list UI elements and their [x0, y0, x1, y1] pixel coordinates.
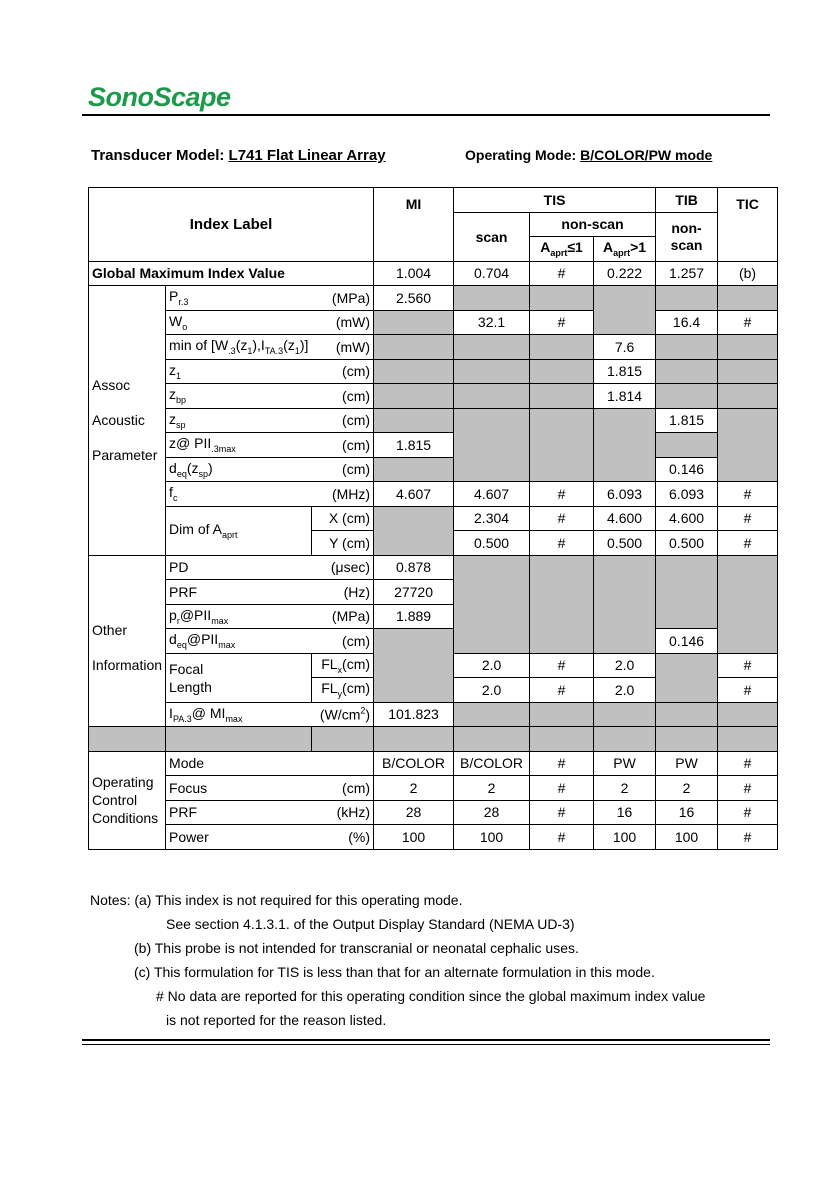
z1-name: z [169, 361, 177, 378]
a1-text: A [540, 239, 551, 256]
fc-unit: (MHz) [331, 485, 371, 502]
focus-a1: # [530, 776, 594, 801]
row-pd [166, 555, 374, 580]
deqpii-name: d [169, 631, 177, 648]
fc-tic: # [718, 482, 778, 507]
prf-opc-a1: # [530, 800, 594, 825]
pr3-unit: (MPa) [331, 289, 371, 306]
flx-a2: 2.0 [594, 653, 656, 678]
mode-tib: PW [656, 751, 718, 776]
zsp-tib: 1.815 [656, 408, 718, 433]
dimx-scan: 2.304 [454, 506, 530, 531]
opc-label-3: Conditions [92, 810, 159, 826]
dimy-tib: 0.500 [656, 531, 718, 556]
focus-name: Focus [169, 779, 208, 796]
focal-length-label [166, 653, 312, 702]
focal-label-2: Length [169, 678, 212, 695]
zpii-sub: .3max [211, 444, 236, 455]
mode-scan: B/COLOR [454, 751, 530, 776]
ipa-unit-text: (W/cm [319, 706, 361, 723]
pr-name2: @PII [179, 606, 212, 623]
fc-sub: c [172, 493, 178, 504]
deqpii-tib: 0.146 [656, 629, 718, 654]
tib-nonscan-2: scan [670, 236, 703, 253]
pr-sub: r [176, 615, 180, 626]
global-a2: 0.222 [594, 261, 656, 286]
header-rule [82, 114, 770, 116]
mode-name: Mode [169, 755, 205, 772]
zpii-name: z@ PII [169, 435, 212, 452]
wo-tib: 16.4 [656, 310, 718, 335]
ipa-unit-sup: 2 [360, 705, 366, 716]
deqpii-sub: eq [176, 640, 187, 651]
fc-name: f [169, 484, 173, 501]
zbp-a2: 1.814 [594, 384, 656, 409]
focus-unit: (cm) [342, 779, 371, 796]
assoc-label-3: Parameter [92, 446, 158, 463]
pr3-sub: r.3 [178, 297, 189, 308]
zpii-mi: 1.815 [374, 433, 454, 458]
global-tic: (b) [718, 261, 778, 286]
pr-name: p [169, 606, 177, 623]
note-a2: See section 4.1.3.1. of the Output Display Standard (NEMA UD-3) [166, 916, 575, 932]
note-d2: is not reported for the reason listed. [166, 1012, 387, 1028]
fly-unit: (cm) [342, 680, 371, 697]
dimy-label: Y (cm) [312, 531, 374, 556]
flx-a1: # [530, 653, 594, 678]
global-max-label: Global Maximum Index Value [89, 261, 374, 286]
opc-label-1: Operating [92, 774, 154, 790]
operating-mode [465, 147, 712, 163]
power-tic: # [718, 825, 778, 850]
pr-unit: (MPa) [331, 608, 371, 625]
mode-mi: B/COLOR [374, 751, 454, 776]
global-mi: 1.004 [374, 261, 454, 286]
prf-opc-tic: # [718, 800, 778, 825]
row-minof: min of $[W_{.3}(z_1),I_{TA.3}(z_1)]$ (mW) [166, 335, 374, 360]
flx-unit: (cm) [342, 655, 371, 672]
power-unit: (%) [348, 828, 371, 845]
dim-label-sub: aprt [221, 529, 238, 540]
a2-text: A [602, 239, 614, 256]
aprt-gt1-header [594, 237, 656, 262]
deq-unit: (cm) [342, 461, 371, 478]
dimy-a2: 0.500 [594, 531, 656, 556]
global-a1: # [530, 261, 594, 286]
deq-name: d [169, 459, 177, 476]
acoustic-output-table [88, 187, 778, 850]
fly-scan: 2.0 [454, 678, 530, 703]
tis-header: TIS [454, 188, 656, 213]
wo-scan: 32.1 [454, 310, 530, 335]
zsp-sub: sp [176, 419, 186, 430]
pr-mi: 1.889 [374, 604, 454, 629]
prf-other-mi: 27720 [374, 580, 454, 605]
zbp-sub: bp [176, 395, 187, 406]
deq-sub: eq [176, 468, 187, 479]
focus-tic: # [718, 776, 778, 801]
deqpii-unit: (cm) [342, 632, 371, 649]
flx-label [312, 653, 374, 678]
row-focus [166, 776, 374, 801]
fly-name: FL [321, 680, 338, 697]
note-b: (b) This probe is not intended for transcranial or neonatal cephalic uses. [134, 940, 579, 956]
dim-label-text: Dim of A [169, 521, 222, 538]
mode-label: Operating Mode: [465, 147, 577, 163]
wo-unit: (mW) [335, 314, 371, 331]
prf-opc-unit: (kHz) [336, 804, 371, 821]
fly-label [312, 678, 374, 703]
ipa-name: I [169, 704, 173, 721]
focus-tib: 2 [656, 776, 718, 801]
dimx-a2: 4.600 [594, 506, 656, 531]
fly-tic: # [718, 678, 778, 703]
a1-rel: ≤1 [567, 239, 583, 256]
row-fc [166, 482, 374, 507]
pr3-mi: 2.560 [374, 286, 454, 311]
focal-label-1: Focal [169, 660, 204, 677]
tib-header: TIB [656, 188, 718, 213]
mode-a2: PW [594, 751, 656, 776]
notes [90, 888, 705, 1032]
ipa-name2: @ MI [191, 704, 226, 721]
pr3-name: P [169, 288, 179, 305]
prf-opc-a2: 16 [594, 800, 656, 825]
prf-opc-tib: 16 [656, 800, 718, 825]
zsp-name: z [169, 410, 177, 427]
prf-other-name: PRF [169, 583, 198, 600]
pd-unit: (μsec) [330, 559, 371, 576]
a1-sub: aprt [550, 248, 568, 259]
z1-unit: (cm) [342, 363, 371, 380]
tic-header: TIC [718, 188, 778, 262]
deq-name2: (z [186, 459, 199, 476]
aprt-le1-header [530, 237, 594, 262]
prf-opc-scan: 28 [454, 800, 530, 825]
row-pr-pii [166, 604, 374, 629]
mode-tic: # [718, 751, 778, 776]
focus-a2: 2 [594, 776, 656, 801]
flx-sub: x [337, 664, 343, 675]
global-scan: 0.704 [454, 261, 530, 286]
other-label-2: Information [92, 656, 163, 673]
z1-sub: 1 [176, 370, 182, 381]
power-name: Power [169, 828, 209, 845]
pd-name: PD [169, 559, 189, 576]
fc-mi: 4.607 [374, 482, 454, 507]
note-c: (c) This formulation for TIS is less than that for an alternate formulation in this mode. [134, 964, 655, 980]
scan-header: scan [454, 212, 530, 261]
transducer-label: Transducer Model: [91, 147, 225, 164]
fc-a1: # [530, 482, 594, 507]
tib-nonscan-header [656, 212, 718, 261]
flx-scan: 2.0 [454, 653, 530, 678]
ipa-sub2: max [225, 713, 243, 724]
mode-a1: # [530, 751, 594, 776]
note-a: Notes: (a) This index is not required for this operating mode. [90, 892, 463, 908]
minof-a2: 7.6 [594, 335, 656, 360]
separator-row [89, 727, 778, 752]
row-wo [166, 310, 374, 335]
wo-tic: # [718, 310, 778, 335]
row-mode [166, 751, 374, 776]
zsp-unit: (cm) [342, 412, 371, 429]
dimy-scan: 0.500 [454, 531, 530, 556]
wo-sub: o [182, 321, 188, 332]
other-info-section [89, 555, 166, 727]
nonscan-header: non-scan [530, 212, 656, 237]
deqpii-name2: @PII [186, 631, 219, 648]
flx-tic: # [718, 653, 778, 678]
z1-a2: 1.815 [594, 359, 656, 384]
dimy-tic: # [718, 531, 778, 556]
fly-a1: # [530, 678, 594, 703]
other-label-1: Other [92, 621, 128, 638]
footer-rule [82, 1039, 770, 1041]
focus-scan: 2 [454, 776, 530, 801]
power-a1: # [530, 825, 594, 850]
ipa-unit-end: ) [365, 706, 371, 723]
pr-sub2: max [211, 615, 229, 626]
operating-control-section [89, 751, 166, 849]
assoc-label-2: Acoustic [92, 411, 145, 428]
transducer-value: L741 Flat Linear Array [228, 147, 386, 164]
note-d: # No data are reported for this operating condition since the global maximum index value [156, 988, 706, 1004]
sonoscape-logo: SonoScape [88, 82, 231, 112]
row-z1 [166, 359, 374, 384]
fc-tib: 6.093 [656, 482, 718, 507]
transducer-model [91, 147, 386, 164]
mode-value: B/COLOR/PW mode [580, 147, 713, 163]
wo-a1: # [530, 310, 594, 335]
pd-mi: 0.878 [374, 555, 454, 580]
dimx-a1: # [530, 506, 594, 531]
row-zpii [166, 433, 374, 458]
footer-rule-thin [82, 1044, 770, 1045]
opc-label-2: Control [92, 792, 138, 808]
row-deq-pii [166, 629, 374, 654]
dimx-tib: 4.600 [656, 506, 718, 531]
dimx-tic: # [718, 506, 778, 531]
row-zbp [166, 384, 374, 409]
row-deq [166, 457, 374, 482]
wo-name: W [169, 312, 183, 329]
a2-sub: aprt [613, 248, 631, 259]
tib-nonscan-1: non- [671, 219, 702, 236]
assoc-acoustic-section [89, 286, 166, 556]
zbp-unit: (cm) [342, 387, 371, 404]
deq-name3: ) [208, 459, 213, 476]
zbp-name: z [169, 386, 177, 403]
prf-opc-mi: 28 [374, 800, 454, 825]
power-a2: 100 [594, 825, 656, 850]
deq-sub2: sp [198, 468, 209, 479]
minof-name: min of [W [169, 337, 229, 354]
deqpii-sub2: max [218, 640, 236, 651]
power-tib: 100 [656, 825, 718, 850]
dimx-label: X (cm) [312, 506, 374, 531]
flx-name: FL [321, 655, 338, 672]
fly-sub: y [337, 689, 343, 700]
power-mi: 100 [374, 825, 454, 850]
fc-a2: 6.093 [594, 482, 656, 507]
row-prf-opc [166, 800, 374, 825]
index-label-header: Index Label [89, 188, 374, 262]
prf-other-unit: (Hz) [343, 583, 371, 600]
ipa-mi: 101.823 [374, 702, 454, 727]
global-tib: 1.257 [656, 261, 718, 286]
deq-tib: 0.146 [656, 457, 718, 482]
focus-mi: 2 [374, 776, 454, 801]
row-power [166, 825, 374, 850]
dim-aprt-label [166, 506, 312, 555]
row-zsp [166, 408, 374, 433]
mi-header: MI [374, 188, 454, 262]
a2-rel: >1 [630, 239, 647, 256]
row-pr3 [166, 286, 374, 311]
ipa-unit [320, 706, 370, 723]
minof-unit: (mW) [335, 338, 371, 355]
prf-opc-name: PRF [169, 804, 198, 821]
assoc-label-1: Assoc [92, 376, 131, 393]
zpii-unit: (cm) [342, 436, 371, 453]
row-prf-other [166, 580, 374, 605]
dimy-a1: # [530, 531, 594, 556]
fly-a2: 2.0 [594, 678, 656, 703]
fc-scan: 4.607 [454, 482, 530, 507]
power-scan: 100 [454, 825, 530, 850]
ipa-sub: PA.3 [172, 713, 192, 724]
row-ipa [166, 702, 374, 727]
